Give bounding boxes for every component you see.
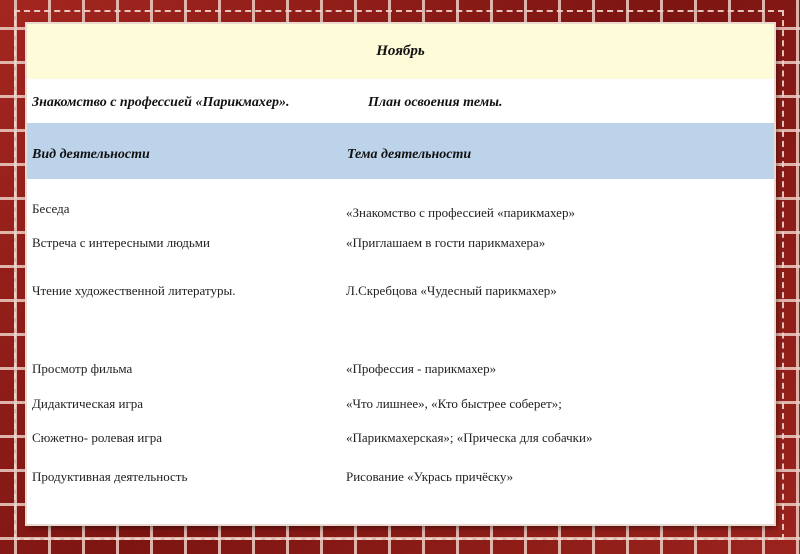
table-row-theme: «Что лишнее», «Кто быстрее соберет»; xyxy=(346,396,562,411)
document-sheet xyxy=(27,24,774,524)
table-row-activity: Продуктивная деятельность xyxy=(32,469,188,484)
month-header-row xyxy=(27,24,774,79)
table-row-activity: Дидактическая игра xyxy=(32,396,144,411)
table-row-activity: Чтение художественной литературы. xyxy=(32,283,236,298)
column-header-theme: Тема деятельности xyxy=(347,147,472,162)
table-row-theme: «Профессия - парикмахер» xyxy=(346,361,497,376)
table-row-theme: Л.Скребцова «Чудесный парикмахер» xyxy=(346,283,557,298)
column-header-row xyxy=(27,123,774,179)
table-row-theme: «Приглашаем в гости парикмахера» xyxy=(346,235,546,250)
plan-title: План освоения темы. xyxy=(368,95,503,110)
month-title: Ноябрь xyxy=(376,43,425,59)
topic-title: Знакомство с профессией «Парикмахер». xyxy=(32,95,290,110)
table-row-activity: Беседа xyxy=(32,201,70,216)
table-row-theme: Рисование «Укрась причёску» xyxy=(346,469,514,484)
topic-row xyxy=(27,79,774,123)
column-header-activity: Вид деятельности xyxy=(32,147,150,162)
table-row-theme: «Парикмахерская»; «Прическа для собачки» xyxy=(346,430,593,445)
table-row-theme: «Знакомство с профессией «парикмахер» xyxy=(346,205,575,220)
table-row-activity: Сюжетно- ролевая игра xyxy=(32,430,162,445)
table-row-activity: Просмотр фильма xyxy=(32,361,133,376)
table-row-activity: Встреча с интересными людьми xyxy=(32,235,210,250)
